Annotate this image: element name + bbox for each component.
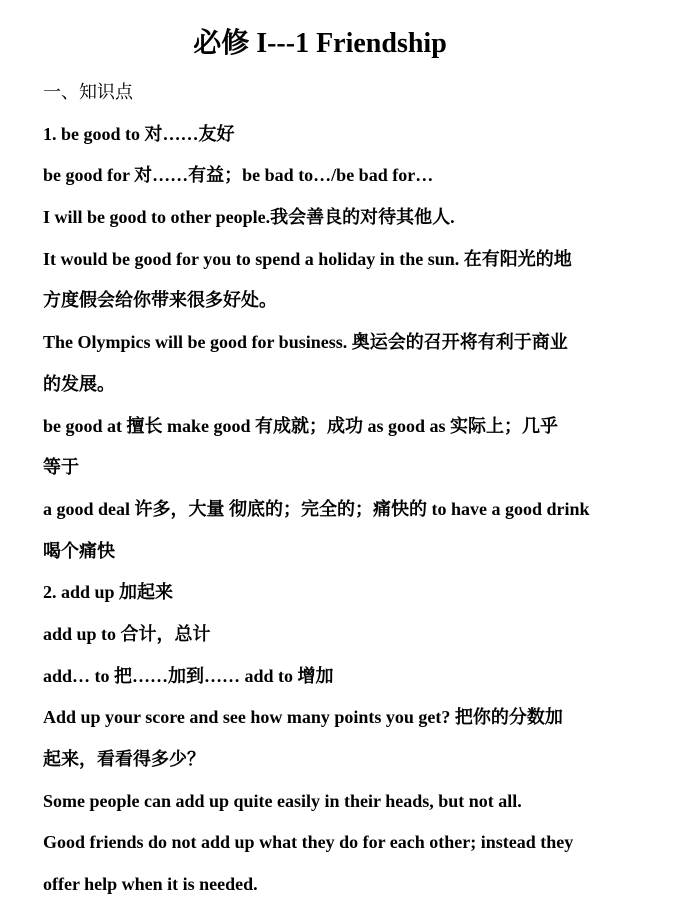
text-line: be good for 对……有益；be bad to…/be bad for… [43, 165, 434, 186]
text-line: add… to 把……加到…… add to 增加 [43, 665, 334, 686]
text-line: 1. be good to 对……友好 [43, 123, 235, 144]
text-line: add up to 合计，总计 [43, 623, 211, 644]
text-line: I will be good to other people.我会善良的对待其他人. [43, 207, 455, 228]
text-line: The Olympics will be good for business. 奥运会的召开将有利于商业 [43, 332, 568, 353]
text-line: Good friends do not add up what they do for each other; instead they [43, 832, 574, 853]
text-line: a good deal 许多，大量 彻底的；完全的；痛快的 to have a good drink [43, 498, 590, 519]
document-body [43, 72, 603, 906]
page-title: 必修 I---1 Friendship [193, 28, 447, 59]
text-line: Add up your score and see how many points you get? 把你的分数加 [43, 707, 563, 728]
text-line: Some people can add up quite easily in their heads, but not all. [43, 790, 522, 811]
text-line: offer help when it is needed. [43, 874, 258, 895]
text-line: be good at 擅长 make good 有成就；成功 as good as 实际上；几乎 [43, 415, 559, 436]
text-line: It would be good for you to spend a holiday in the sun. 在有阳光的地 [43, 248, 572, 269]
text-line: 起来，看看得多少？ [43, 749, 205, 769]
text-line: 方度假会给你带来很多好处。 [43, 290, 277, 311]
text-line: 2. add up 加起来 [43, 582, 174, 603]
section-heading: 一、知识点 [43, 82, 133, 102]
text-line: 喝个痛快 [43, 540, 115, 561]
text-line: 的发展。 [43, 373, 115, 394]
text-line: 等于 [43, 457, 79, 478]
